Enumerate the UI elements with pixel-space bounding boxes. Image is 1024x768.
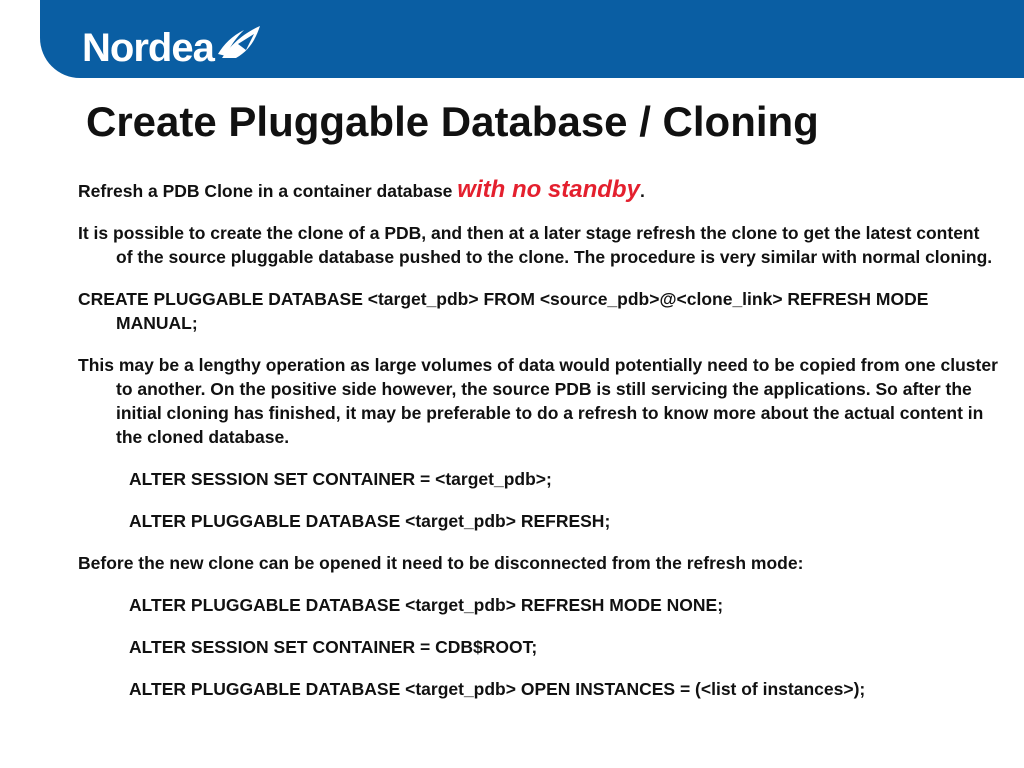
code-line-open-instances: ALTER PLUGGABLE DATABASE <target_pdb> OPEN INSTANCES = (<list of instances>); [129,679,866,699]
code-line-set-container: ALTER SESSION SET CONTAINER = <target_pdb>; [129,469,552,489]
sail-logo-icon [216,24,262,60]
slide-body [78,178,998,701]
paragraph-refresh-clone: It is possible to create the clone of a PDB, and then at a later stage refresh the clone to get the latest content of the source pluggable database pushed to the clone. The procedure is very similar with normal cloning. [78,223,993,267]
paragraph-lengthy-operation: This may be a lengthy operation as large volumes of data would potentially need to be copied from one cluster to another. On the positive side however, the source PDB is still servicing the applications. So after the initial cloning has finished, it may be preferable to do a refresh to know more about the actual content in the cloned database. [78,355,998,447]
intro-line [78,178,998,203]
paragraph-before-open: Before the new clone can be opened it need to be disconnected from the refresh mode: [78,553,804,573]
nordea-logo [82,20,262,70]
code-line-refresh-mode-none: ALTER PLUGGABLE DATABASE <target_pdb> REFRESH MODE NONE; [129,595,724,615]
code-line-refresh: ALTER PLUGGABLE DATABASE <target_pdb> REFRESH; [129,511,611,531]
slide-title: Create Pluggable Database / Cloning [86,98,819,145]
intro-emphasis: with no standby [457,176,640,203]
paragraph-create-statement: CREATE PLUGGABLE DATABASE <target_pdb> FROM <source_pdb>@<clone_link> REFRESH MODE MANUAL; [78,289,929,333]
intro-end: . [639,181,645,201]
intro-text: Refresh a PDB Clone in a container database [78,181,458,201]
code-line-cdb-root: ALTER SESSION SET CONTAINER = CDB$ROOT; [129,637,538,657]
brand-name: Nordea [82,26,214,70]
